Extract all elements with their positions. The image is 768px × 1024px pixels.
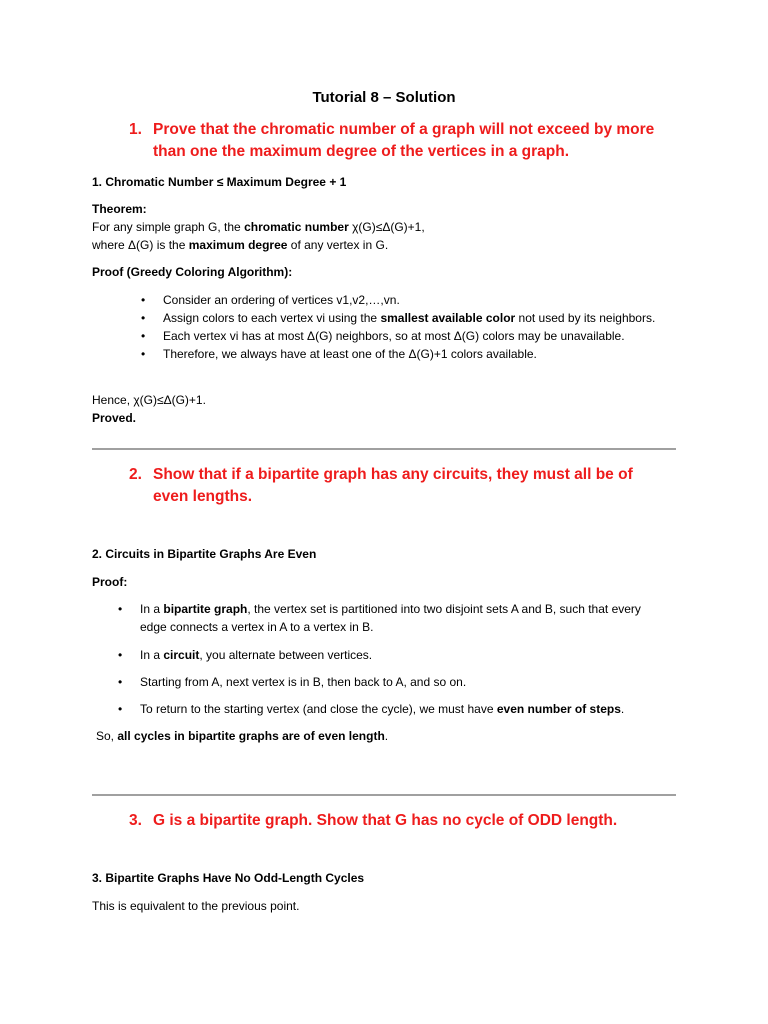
- list-item: • Each vertex vi has at most Δ(G) neighbors, so at most Δ(G) colors may be unavailable.: [137, 327, 667, 345]
- question-2-text: Show that if a bipartite graph has any circuits, they must all be of even lengths.: [153, 466, 633, 505]
- question-2: [129, 464, 669, 508]
- section-3-heading: 3. Bipartite Graphs Have No Odd-Length Cycles: [92, 871, 365, 885]
- question-3: [129, 810, 689, 832]
- section-1-heading: 1. Chromatic Number ≤ Maximum Degree + 1: [92, 175, 347, 189]
- theorem-block: [92, 200, 692, 254]
- proof-label: Proof (Greedy Coloring Algorithm):: [92, 265, 293, 279]
- list-item: • Starting from A, next vertex is in B, then back to A, and so on.: [114, 673, 664, 691]
- question-1-number: 1.: [129, 121, 142, 138]
- question-3-number: 3.: [129, 812, 142, 829]
- proof-label-2: Proof:: [92, 575, 128, 589]
- theorem-label: Theorem:: [92, 202, 147, 216]
- list-item: • In a bipartite graph, the vertex set is partitioned into two disjoint sets A and B, such that every edge connects a vertex in A to a vertex in B.: [114, 600, 664, 636]
- hence-text: Hence, χ(G)≤Δ(G)+1.: [92, 393, 206, 407]
- proof-bullet-list-1: [137, 291, 667, 363]
- question-2-number: 2.: [129, 466, 142, 483]
- divider-line: [92, 794, 676, 796]
- section-3-text: This is equivalent to the previous point.: [92, 899, 300, 913]
- page-title: Tutorial 8 – Solution: [312, 89, 456, 106]
- theorem-line-1: For any simple graph G, the chromatic number χ(G)≤Δ(G)+1,: [92, 220, 425, 234]
- question-3-text: G is a bipartite graph. Show that G has no cycle of ODD length.: [153, 812, 618, 829]
- question-1: [129, 119, 689, 163]
- list-item: • In a circuit, you alternate between vertices.: [114, 646, 664, 664]
- list-item: • To return to the starting vertex (and close the cycle), we must have even number of steps.: [114, 700, 664, 718]
- conclusion-text: So, all cycles in bipartite graphs are of even length.: [96, 729, 389, 743]
- list-item: • Assign colors to each vertex vi using the smallest available color not used by its neighbors.: [137, 309, 667, 327]
- question-1-text: Prove that the chromatic number of a graph will not exceed by more than one the maximum degree of the vertices in a graph.: [153, 121, 655, 160]
- section-2-heading: 2. Circuits in Bipartite Graphs Are Even: [92, 547, 317, 561]
- list-item: • Consider an ordering of vertices v1,v2,…,vn.: [137, 291, 667, 309]
- divider-line: [92, 448, 676, 450]
- proved-text: Proved.: [92, 411, 137, 425]
- proof-bullet-list-2: [114, 600, 664, 718]
- theorem-line-2: where Δ(G) is the maximum degree of any vertex in G.: [92, 238, 389, 252]
- list-item: • Therefore, we always have at least one of the Δ(G)+1 colors available.: [137, 345, 667, 363]
